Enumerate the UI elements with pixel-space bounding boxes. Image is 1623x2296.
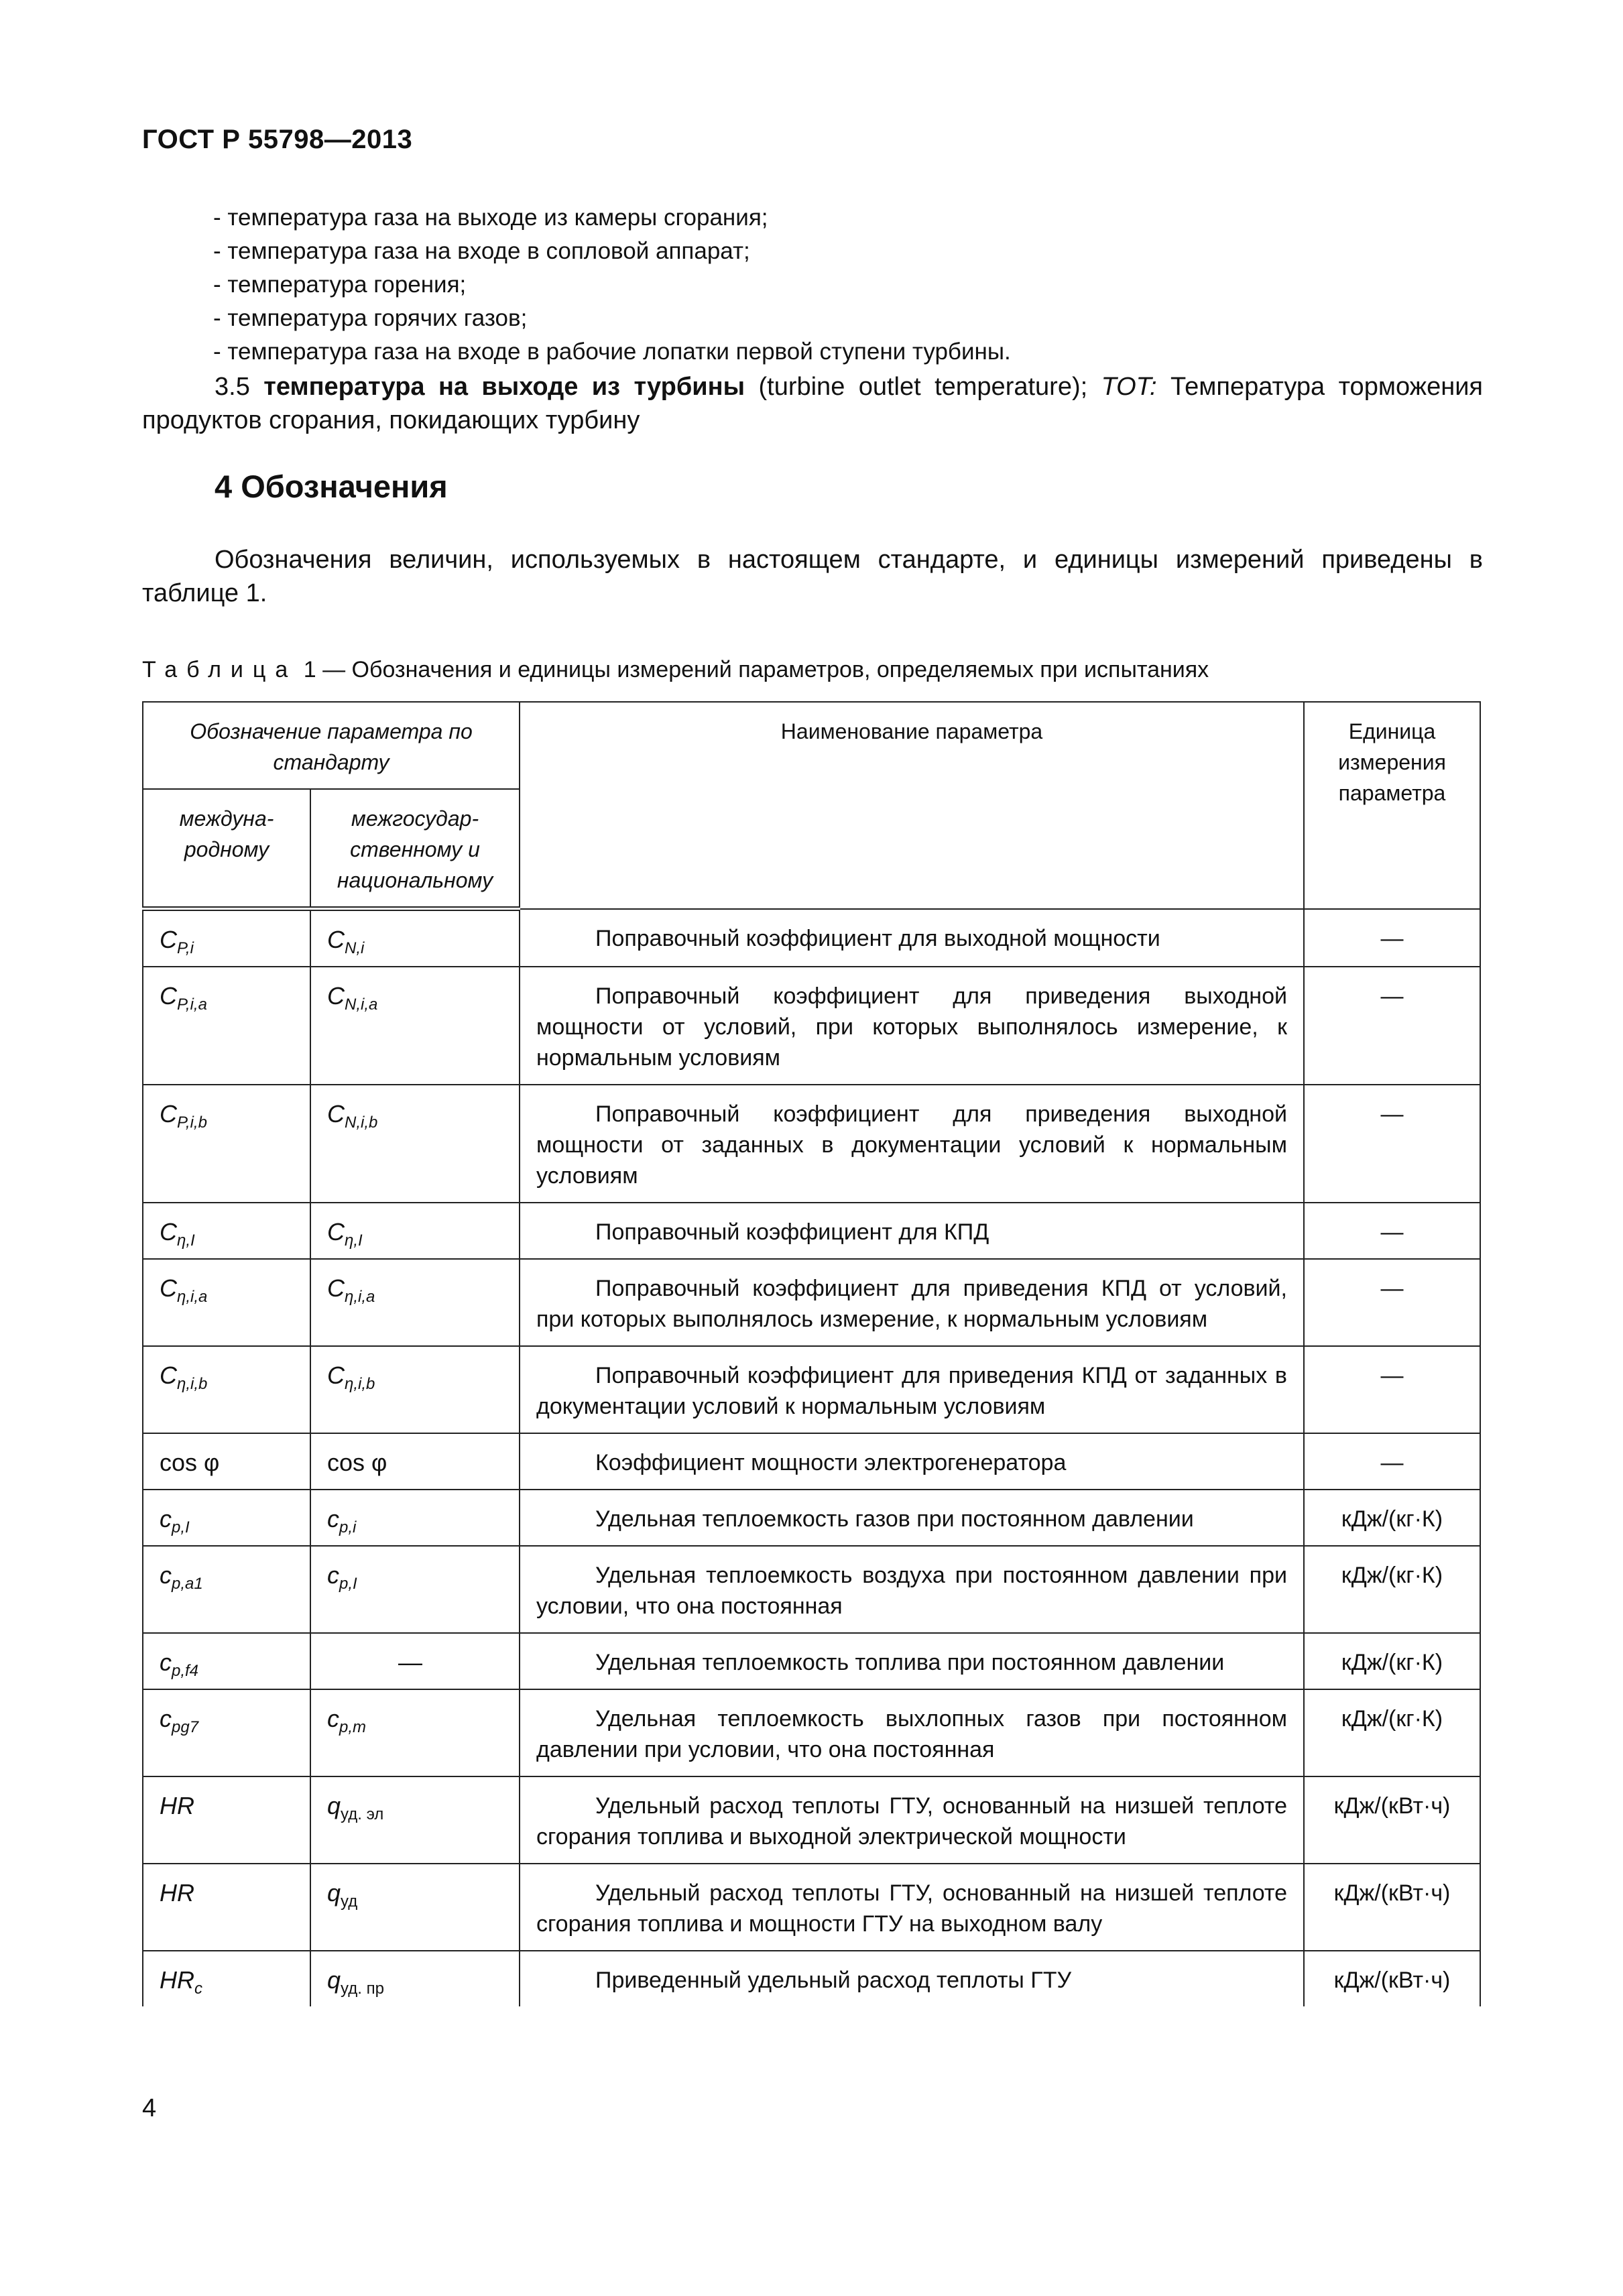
symbol-national-main: C [327, 1100, 345, 1128]
symbol-national-subscript: уд [341, 1892, 358, 1911]
parameter-unit: — [1304, 1203, 1480, 1259]
symbol-international-subscript: pg7 [172, 1718, 199, 1736]
parameters-table [142, 701, 1481, 2006]
symbol-international-subscript: η,i,b [177, 1375, 208, 1393]
symbol-international [143, 1633, 310, 1689]
symbol-international-main: c [160, 1648, 172, 1676]
table-row [143, 1203, 1480, 1259]
table-row [143, 1490, 1480, 1546]
symbol-national-main: C [327, 982, 345, 1010]
parameter-name: Поправочный коэффициент для приведения выходной мощности от условий, при которых выполнялось измерение, к нормальным условиям [520, 967, 1304, 1085]
symbol-national [310, 1490, 520, 1546]
list-item: - температура газа на входе в сопловой аппарат; [213, 238, 750, 264]
list-item: - температура газа на входе в рабочие лопатки первой ступени турбины. [213, 339, 1011, 365]
symbol-national-subscript: p,I [339, 1575, 357, 1593]
symbol-international-main: c [160, 1705, 172, 1732]
term-definition-3-5 [142, 370, 1483, 437]
parameter-name: Поправочный коэффициент для приведения выходной мощности от заданных в документации условий к нормальным условиям [520, 1085, 1304, 1203]
symbol-national-main: — [398, 1648, 422, 1676]
table-row [143, 1346, 1480, 1433]
symbol-international [143, 1689, 310, 1776]
symbol-international-main: cos φ [160, 1449, 220, 1476]
symbol-national-subscript: p,i [339, 1518, 357, 1536]
parameter-name: Поправочный коэффициент для приведения КПД от заданных в документации условий к нормальным условиям [520, 1346, 1304, 1433]
symbol-national-main: C [327, 926, 345, 953]
header-interstate: межгосудар-ственному и национальному [310, 789, 520, 909]
bullet-list [213, 201, 1011, 369]
symbol-international-subscript: P,i,a [177, 995, 207, 1014]
symbol-international [143, 1776, 310, 1864]
symbol-national-subscript: N,i,b [345, 1113, 378, 1132]
table-row [143, 967, 1480, 1085]
table-row [143, 1433, 1480, 1490]
symbol-international [143, 909, 310, 967]
table-caption [142, 657, 1209, 683]
symbol-national-main: q [327, 1792, 341, 1819]
symbol-national-subscript: N,i [345, 939, 365, 957]
symbol-national [310, 1433, 520, 1490]
term-abbreviation: TOT: [1101, 373, 1157, 401]
parameter-unit: — [1304, 1085, 1480, 1203]
symbol-national [310, 1259, 520, 1346]
symbol-national-subscript: η,i,b [345, 1375, 375, 1393]
parameter-unit: кДж/(кВт·ч) [1304, 1776, 1480, 1864]
list-item: - температура газа на выходе из камеры сгорания; [213, 204, 768, 231]
header-international: междуна-родному [143, 789, 310, 909]
symbol-international-subscript: P,i [177, 939, 194, 957]
symbol-national-main: q [327, 1966, 341, 1994]
symbol-national-main: C [327, 1362, 345, 1389]
section-intro: Обозначения величин, используемых в настоящем стандарте, и единицы измерений приведены в таблице 1. [142, 546, 1483, 607]
symbol-international-main: C [160, 1362, 177, 1389]
symbol-national-main: C [327, 1274, 345, 1302]
table-row [143, 909, 1480, 967]
symbol-national-subscript: N,i,a [345, 995, 378, 1014]
symbol-national-subscript: p,m [339, 1718, 367, 1736]
parameter-unit: кДж/(кг·К) [1304, 1689, 1480, 1776]
symbol-international [143, 1546, 310, 1633]
parameter-unit: кДж/(кг·К) [1304, 1633, 1480, 1689]
parameter-unit: — [1304, 1259, 1480, 1346]
parameter-name: Поправочный коэффициент для приведения КПД от условий, при которых выполнялось измерение, к нормальным условиям [520, 1259, 1304, 1346]
symbol-national [310, 1689, 520, 1776]
symbol-international-main: c [160, 1561, 172, 1589]
parameter-name: Поправочный коэффициент для выходной мощности [520, 909, 1304, 967]
symbol-national-main: c [327, 1561, 339, 1589]
symbol-national-subscript: уд. пр [341, 1980, 384, 1998]
parameter-unit: кДж/(кг·К) [1304, 1546, 1480, 1633]
symbol-national-main: q [327, 1879, 341, 1907]
parameter-name: Коэффициент мощности электрогенератора [520, 1433, 1304, 1490]
list-item: - температура горячих газов; [213, 305, 528, 331]
parameter-name: Удельная теплоемкость газов при постоянном давлении [520, 1490, 1304, 1546]
parameter-unit: — [1304, 1346, 1480, 1433]
section-title: 4 Обозначения [215, 469, 448, 504]
table-row [143, 1546, 1480, 1633]
parameter-name: Удельная теплоемкость топлива при постоянном давлении [520, 1633, 1304, 1689]
symbol-international-main: C [160, 926, 177, 953]
term-definition-text: Температура торможения продуктов сгорания, покидающих турбину [142, 373, 1483, 434]
parameter-unit: — [1304, 967, 1480, 1085]
symbol-national [310, 1951, 520, 2006]
symbol-international-subscript: p,f4 [172, 1662, 199, 1680]
term-english: (turbine outlet temperature); [758, 373, 1088, 401]
symbol-international [143, 1085, 310, 1203]
list-item: - температура горения; [213, 271, 467, 298]
parameter-name: Удельный расход теплоты ГТУ, основанный на низшей теплоте сгорания топлива и выходной электрической мощности [520, 1776, 1304, 1864]
symbol-international-subscript: c [194, 1980, 202, 1998]
table-row [143, 1864, 1480, 1951]
symbol-international-subscript: η,i,a [177, 1288, 208, 1306]
symbol-national [310, 1546, 520, 1633]
term-number: 3.5 [215, 373, 250, 401]
symbol-international-subscript: P,i,b [177, 1113, 207, 1132]
symbol-international-subscript: η,I [177, 1231, 195, 1250]
table-row [143, 1951, 1480, 2006]
symbol-national [310, 909, 520, 967]
parameter-unit: — [1304, 1433, 1480, 1490]
symbol-international [143, 1259, 310, 1346]
symbol-international-main: HR [160, 1879, 194, 1907]
table-caption-text: 1 — Обозначения и единицы измерений параметров, определяемых при испытаниях [297, 657, 1209, 682]
header-designation-group: Обозначение параметра по стандарту [143, 702, 520, 789]
parameter-unit: кДж/(кВт·ч) [1304, 1864, 1480, 1951]
parameter-name: Удельный расход теплоты ГТУ, основанный на низшей теплоте сгорания топлива и мощности ГТУ на выходном валу [520, 1864, 1304, 1951]
symbol-international-main: C [160, 1274, 177, 1302]
symbol-international [143, 1951, 310, 2006]
parameter-unit: — [1304, 909, 1480, 967]
parameter-unit: кДж/(кВт·ч) [1304, 1951, 1480, 2006]
parameter-name: Удельная теплоемкость выхлопных газов при постоянном давлении при условии, что она постоянная [520, 1689, 1304, 1776]
page-number: 4 [142, 2094, 157, 2122]
symbol-national-main: c [327, 1505, 339, 1532]
symbol-national-subscript: уд. эл [341, 1805, 384, 1823]
symbol-international-main: HR [160, 1966, 194, 1994]
table-row [143, 1776, 1480, 1864]
standard-header: ГОСТ Р 55798—2013 [142, 125, 413, 154]
symbol-national [310, 1864, 520, 1951]
parameter-name: Удельная теплоемкость воздуха при постоянном давлении при условии, что она постоянная [520, 1546, 1304, 1633]
table-row [143, 1259, 1480, 1346]
symbol-international [143, 1346, 310, 1433]
symbol-international [143, 1864, 310, 1951]
symbol-international-main: C [160, 1218, 177, 1246]
table-row [143, 1689, 1480, 1776]
parameter-unit: кДж/(кг·К) [1304, 1490, 1480, 1546]
symbol-national [310, 1633, 520, 1689]
symbol-international-main: C [160, 982, 177, 1010]
symbol-national-main: C [327, 1218, 345, 1246]
symbol-international-subscript: p,I [172, 1518, 190, 1536]
symbol-national [310, 1776, 520, 1864]
parameter-name: Приведенный удельный расход теплоты ГТУ [520, 1951, 1304, 2006]
table-row [143, 1633, 1480, 1689]
symbol-international [143, 1203, 310, 1259]
symbol-national-subscript: η,i,a [345, 1288, 375, 1306]
symbol-international [143, 1433, 310, 1490]
parameter-name: Поправочный коэффициент для КПД [520, 1203, 1304, 1259]
symbol-national [310, 1085, 520, 1203]
term-name: температура на выходе из турбины [263, 373, 745, 401]
table-caption-word: Таблица [142, 657, 298, 682]
symbol-international [143, 967, 310, 1085]
symbol-international-subscript: p,a1 [172, 1575, 203, 1593]
symbol-national [310, 1203, 520, 1259]
header-parameter-name: Наименование параметра [520, 702, 1304, 909]
symbol-national [310, 967, 520, 1085]
symbol-international-main: c [160, 1505, 172, 1532]
symbol-national-main: c [327, 1705, 339, 1732]
symbol-international-main: C [160, 1100, 177, 1128]
symbol-international [143, 1490, 310, 1546]
symbol-national [310, 1346, 520, 1433]
header-unit: Единица измерения параметра [1304, 702, 1480, 909]
symbol-national-subscript: η,I [345, 1231, 363, 1250]
table-row [143, 1085, 1480, 1203]
symbol-national-main: cos φ [327, 1449, 387, 1476]
symbol-international-main: HR [160, 1792, 194, 1819]
